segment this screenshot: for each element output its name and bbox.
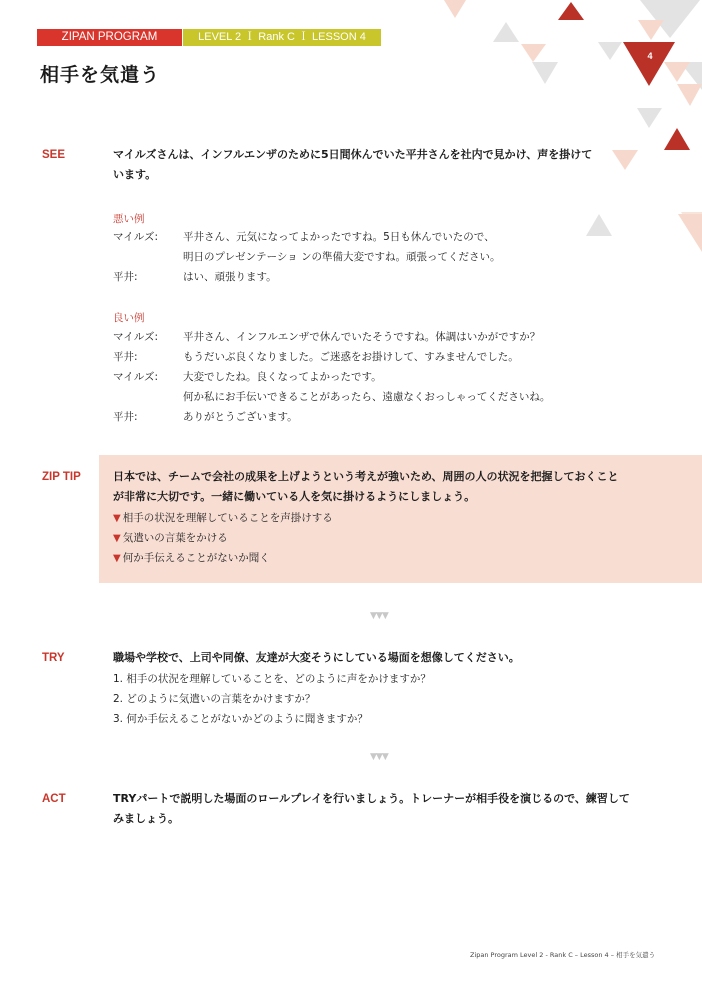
speaker: 平井: (113, 271, 138, 283)
deco-triangle (532, 62, 558, 84)
dialogue-row (113, 267, 277, 287)
dialogue-row (113, 247, 501, 267)
speaker: マイルズ: (113, 331, 159, 343)
deco-triangle (586, 214, 612, 236)
bullet-text: 相手の状況を理解していることを声掛けする (122, 512, 333, 524)
deco-triangle (677, 84, 702, 106)
try-item (113, 689, 315, 709)
dialogue-row (113, 347, 519, 367)
zip-tip-line2: が非常に大切です。一緒に働いている人を気に掛けるようにしましょう。 (113, 490, 476, 503)
deco-triangle (521, 44, 546, 62)
level-tag: LEVEL 2 Ｉ Rank C Ｉ LESSON 4 (183, 29, 381, 46)
zip-tip-bullet (113, 528, 228, 549)
speaker: 平井: (113, 411, 138, 423)
triangle-bullet-icon: ▼ (113, 553, 121, 564)
deco-triangle (664, 62, 690, 82)
dialogue-line: 大変でしたね。良くなってよかったです。 (183, 371, 382, 383)
zip-tip-bullet (113, 508, 333, 529)
triangle-bullet-icon: ▼ (113, 533, 121, 544)
try-item-text: 何か手伝えることがないかどのように聞きますか？ (126, 713, 368, 725)
dialogue-line: 明日のプレゼンテーショ ンの準備大変ですね。頑張ってください。 (183, 251, 501, 263)
page-footer: Zipan Program Level 2 - Rank C – Lesson 4 – 相手を気遣う (470, 951, 656, 959)
page-title: 相手を気遣う (40, 64, 161, 86)
triangle-bullet-icon: ▼ (113, 513, 121, 524)
try-item (113, 709, 368, 729)
act-label: ACT (42, 793, 66, 805)
program-tag: ZIPAN PROGRAM (37, 29, 182, 46)
try-item (113, 669, 431, 689)
bullet-text: 何か手伝えることがないか聞く (122, 552, 270, 564)
dialogue-line: 平井さん、インフルエンザで休んでいたそうですね。体調はいかがですか？ (183, 331, 541, 343)
try-label: TRY (42, 652, 65, 664)
zip-tip-bullet (113, 548, 270, 569)
dialogue-row (113, 407, 298, 427)
dialogue-line: ありがとうございます。 (183, 411, 298, 423)
deco-triangle (612, 150, 638, 170)
try-intro: 職場や学校で、上司や同僚、友達が大変そうにしている場面を想像してください。 (113, 651, 520, 664)
act-line2: みましょう。 (113, 812, 179, 825)
see-intro-line1: マイルズさんは、インフルエンザのために5日間休んでいた平井さんを社内で見かけ、声を掛けて (113, 148, 593, 161)
try-item-number: 3. (113, 713, 124, 725)
see-label: SEE (42, 149, 66, 161)
deco-triangle (558, 2, 584, 20)
good-example-heading: 良い例 (113, 312, 145, 324)
page-number: 4 (647, 51, 653, 61)
section-separator-icon: ▼▼▼ (370, 611, 388, 621)
dialogue-row (113, 387, 550, 407)
speaker: マイルズ: (113, 371, 159, 383)
dialogue-line: もうだいぶ良くなりました。ご迷惑をお掛けして、すみませんでした。 (183, 351, 519, 363)
bullet-text: 気遣いの言葉をかける (122, 532, 228, 544)
try-item-number: 2. (113, 693, 124, 705)
dialogue-line: 何か私にお手伝いできることがあったら、遠慮なくおっしゃってくださいね。 (183, 391, 551, 403)
try-item-text: どのように気遣いの言葉をかけますか？ (126, 693, 316, 705)
speaker: マイルズ: (113, 231, 159, 243)
deco-triangle (638, 20, 664, 40)
dialogue-line: はい、頑張ります。 (183, 271, 277, 283)
try-item-number: 1. (113, 673, 124, 685)
dialogue-line: 平井さん、元気になってよかったですね。5日も休んでいたので、 (183, 231, 495, 243)
act-line1: TRYパートで説明した場面のロールプレイを行いましょう。トレーナーが相手役を演じるので、練習して (113, 792, 630, 805)
deco-triangle (664, 128, 690, 150)
zip-tip-line1: 日本では、チームで会社の成果を上げようという考えが強いため、周囲の人の状況を把握しておくこと (113, 470, 619, 483)
deco-triangle (598, 42, 622, 60)
see-intro-line2: います。 (113, 168, 157, 181)
bad-example-heading: 悪い例 (113, 213, 145, 225)
dialogue-row (113, 227, 495, 247)
zip-tip-label: ZIP TIP (42, 471, 81, 483)
section-separator-icon: ▼▼▼ (370, 752, 388, 762)
dialogue-row (113, 367, 382, 387)
dialogue-row (113, 327, 540, 347)
deco-triangle (493, 22, 519, 42)
deco-triangle (637, 108, 662, 128)
try-item-text: 相手の状況を理解していることを、どのように声をかけますか？ (126, 673, 431, 685)
speaker: 平井: (113, 351, 138, 363)
deco-triangle (444, 0, 466, 18)
